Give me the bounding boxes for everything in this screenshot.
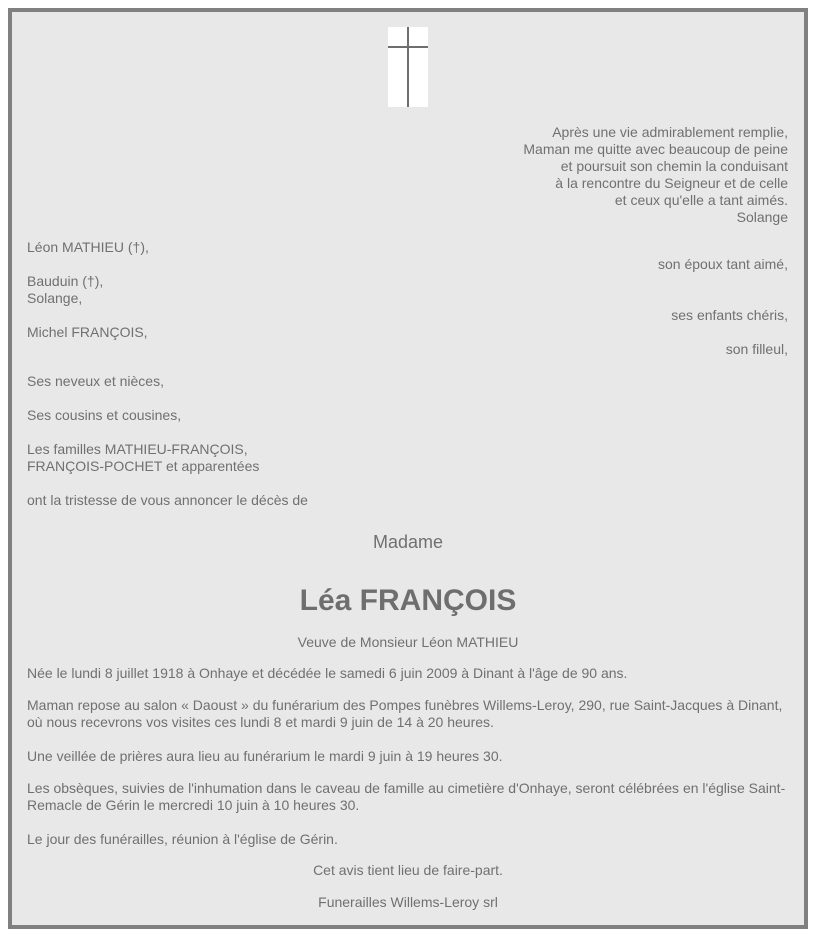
visitation-text: Maman repose au salon « Daoust » du funérarium des Pompes funèbres Willems-Leroy, 290, rue Saint-Jacques à Dinant, où nous recevrons vos visites ces lundi 8 et mardi 9 juin de 14 à 20 heures. (27, 697, 783, 730)
notice-text: Cet avis tient lieu de faire-part. (313, 862, 503, 878)
children-relation: ses enfants chéris, (671, 307, 788, 323)
child-name: Solange, (27, 290, 83, 306)
deceased-title: Madame (372, 532, 444, 552)
cross-vertical-bar (407, 27, 409, 107)
nephews-line: Ses neveux et nièces, (27, 373, 164, 389)
birth-death-text: Née le lundi 8 juillet 1918 à Onhaye et décédée le samedi 6 juin 2009 à Dinant à l'âge de 90 ans. (27, 665, 628, 681)
vigil-text: Une veillée de prières aura lieu au funérarium le mardi 9 juin à 19 heures 30. (27, 748, 503, 764)
deceased-name: Léa FRANÇOIS (299, 584, 517, 617)
poem-line: Après une vie admirablement remplie, (552, 124, 788, 140)
godson-relation: son filleul, (725, 341, 788, 357)
godson-name: Michel FRANÇOIS, (27, 324, 148, 340)
poem-line: et poursuit son chemin la conduisant (560, 158, 788, 174)
poem-signature: Solange (736, 209, 788, 225)
company-name: Funerailles Willems-Leroy srl (318, 894, 498, 910)
families-line: FRANÇOIS-POCHET et apparentées (27, 458, 260, 474)
cross-icon (388, 27, 428, 107)
widow-of: Veuve de Monsieur Léon MATHIEU (297, 634, 519, 650)
poem-line: Maman me quitte avec beaucoup de peine (523, 141, 788, 157)
obituary-card (8, 8, 808, 929)
poem-line: à la rencontre du Seigneur et de celle (555, 175, 788, 191)
spouse-relation: son époux tant aimé, (658, 256, 788, 272)
cousins-line: Ses cousins et cousines, (27, 407, 182, 423)
families-line: Les familles MATHIEU-FRANÇOIS, (27, 441, 248, 457)
poem (523, 124, 788, 226)
child-name: Bauduin (†), (27, 273, 104, 289)
meeting-text: Le jour des funérailles, réunion à l'église de Gérin. (27, 831, 338, 847)
poem-line: et ceux qu'elle a tant aimés. (614, 192, 788, 208)
announcement-line: ont la tristesse de vous annoncer le décès de (27, 492, 308, 508)
cross-horizontal-bar (388, 46, 428, 48)
funeral-text: Les obsèques, suivies de l'inhumation dans le caveau de famille au cimetière d'Onhaye, seront célébrées en l'église Saint-Remacle de Gérin le mercredi 10 juin à 10 heures 30. (27, 780, 786, 813)
spouse-name: Léon MATHIEU (†), (27, 239, 149, 255)
